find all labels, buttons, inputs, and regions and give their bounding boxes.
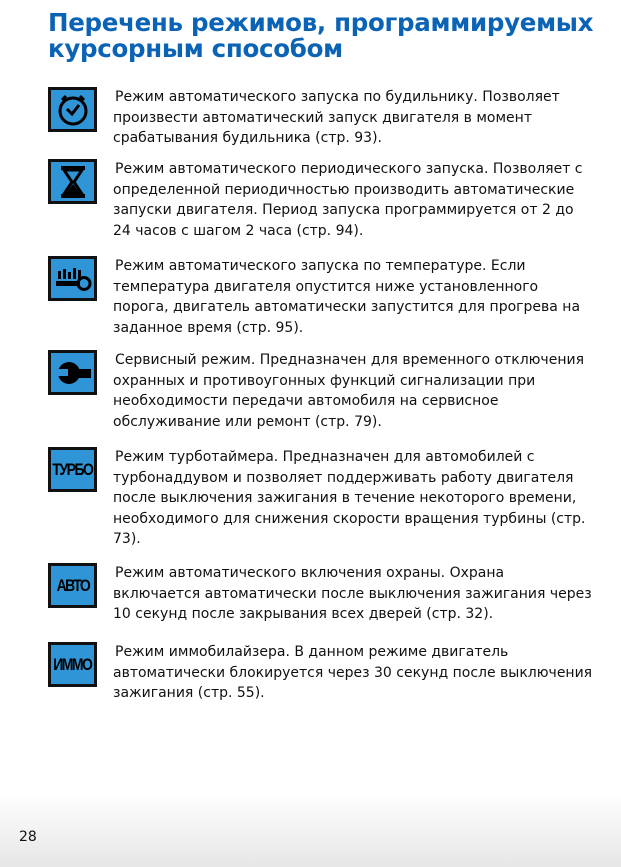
turbo-icon-label: ТУРБО [52, 459, 93, 479]
turbo-icon [48, 447, 97, 492]
hourglass-icon [48, 159, 97, 204]
mode-description: Режим турботаймера. Предназначен для автомобилей с турбонаддувом и позволяет поддерживать работу двигателя после выключения зажигания в течение некоторого времени, необходимого для снижения скорости вращения турбины (стр. 73). [113, 449, 586, 548]
mode-description: Режим иммобилайзера. В данном режиме двигатель автоматически блокируется через 30 секунд после выключения зажигания (стр. 55). [113, 644, 593, 702]
mode-description: Режим автоматического запуска по будильнику. Позволяет произвести автоматический запуск двигателя в момент срабатывания будильника (стр. 93). [113, 89, 560, 147]
mode-description: Режим автоматического включения охраны. Охрана включается автоматически после выключения зажигания через 10 секунд после закрывания всех дверей (стр. 32). [113, 565, 592, 623]
page-footer [0, 792, 621, 867]
immo-icon-label: ИММО [53, 654, 92, 674]
immobilizer-icon [48, 642, 97, 687]
auto-icon-label: АВТО [56, 575, 89, 595]
page-title: Перечень режимов, программируемых курсорным способом [48, 8, 594, 63]
auto-arm-icon [48, 563, 97, 608]
thermometer-icon [48, 256, 97, 301]
mode-description: Режим автоматического запуска по температуре. Если температура двигателя опустится ниже установленного порога, двигатель автоматически запустится для прогрева на заданное время (стр. 95). [113, 258, 581, 336]
mode-description: Режим автоматического периодического запуска. Позволяет с определенной периодичностью производить автоматические запуски двигателя. Период запуска программируется от 2 до 24 часов с шагом 2 часа (стр. 94). [113, 161, 583, 239]
wrench-icon [48, 350, 97, 395]
page-number: 28 [19, 829, 37, 845]
mode-description: Сервисный режим. Предназначен для временного отключения охранных и противоугонных функций сигнализации при необходимости передачи автомобиля на сервисное обслуживание или ремонт (стр. 79). [113, 352, 584, 430]
alarm-clock-icon [48, 87, 97, 132]
